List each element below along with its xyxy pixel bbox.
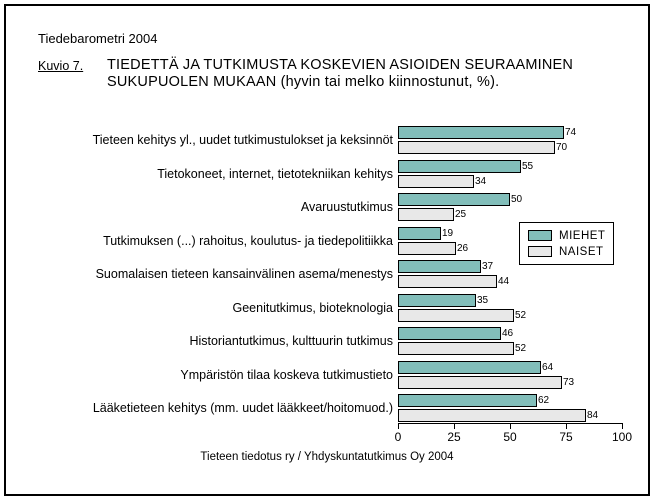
chart-category-row [12, 160, 598, 188]
bar-value-label: 70 [556, 142, 568, 153]
axis-tick-label: 0 [394, 430, 402, 444]
chart-category-row [12, 193, 598, 221]
axis-tick [454, 424, 455, 429]
bar-row [398, 126, 576, 139]
axis-tick-label: 25 [447, 430, 461, 444]
bar-miehet [398, 160, 521, 173]
axis-tick-label: 75 [559, 430, 573, 444]
bar-value-label: 46 [502, 328, 514, 339]
bar-value-label: 64 [542, 361, 554, 373]
bar-naiset [398, 208, 454, 221]
legend-box [519, 222, 614, 265]
bar-naiset [398, 275, 497, 288]
bar-row [398, 193, 522, 206]
chart-category-row [12, 126, 598, 154]
legend-item-naiset [528, 245, 613, 258]
bar-miehet [398, 361, 541, 374]
bar-row [398, 294, 526, 307]
category-bars [398, 126, 576, 154]
bar-value-label: 52 [515, 309, 527, 321]
legend-swatch-naiset [528, 246, 552, 257]
bar-row [398, 342, 526, 355]
category-label: Tietokoneet, internet, tietotekniikan kehitys [157, 166, 393, 181]
bar-row [398, 227, 468, 240]
category-label: Geenitutkimus, bioteknologia [232, 300, 393, 315]
bar-naiset [398, 242, 456, 255]
category-label: Ympäristön tilaa koskeva tutkimustieto [180, 367, 393, 382]
category-label: Tieteen kehitys yl., uudet tutkimustulokset ja keksinnöt [92, 133, 393, 147]
bar-value-label: 25 [455, 209, 467, 220]
axis-tick [398, 424, 399, 429]
bar-miehet [398, 327, 501, 340]
bar-value-label: 34 [475, 175, 487, 187]
bar-miehet [398, 260, 481, 273]
bar-value-label: 73 [563, 376, 575, 388]
bar-row [398, 309, 526, 322]
bar-row [398, 327, 526, 340]
legend-label-miehet: MIEHET [559, 229, 606, 242]
bar-naiset [398, 376, 562, 389]
category-label: Suomalaisen tieteen kansainvälinen asema/menestys [95, 267, 393, 281]
legend-label-naiset: NAISET [559, 245, 604, 258]
figure-title-line2: SUKUPUOLEN MUKAAN (hyvin tai melko kiinnostunut, %). [107, 74, 500, 90]
category-bars [398, 227, 468, 255]
bar-value-label: 55 [522, 160, 534, 172]
legend-swatch-miehet [528, 230, 552, 241]
chart-category-row [12, 227, 598, 255]
category-label: Historiantutkimus, kulttuurin tutkimus [189, 334, 393, 348]
category-bars [398, 294, 526, 322]
category-bars [398, 260, 509, 288]
bar-row [398, 361, 574, 374]
category-label: Tutkimuksen (...) rahoitus, koulutus- ja tiedepolitiikka [103, 233, 393, 248]
category-bars [398, 394, 598, 422]
bar-naiset [398, 175, 474, 188]
category-label: Avaruustutkimus [300, 200, 393, 214]
chart-category-row [12, 394, 598, 422]
category-bars [398, 361, 574, 389]
figure-title-line1: TIEDETTÄ JA TUTKIMUSTA KOSKEVIEN ASIOIDEN SEURAAMINEN [107, 57, 574, 73]
bar-naiset [398, 409, 586, 422]
chart-category-row [12, 260, 598, 288]
bar-miehet [398, 394, 537, 407]
bar-row [398, 208, 522, 221]
bar-row [398, 376, 574, 389]
category-bars [398, 327, 526, 355]
bar-naiset [398, 141, 555, 154]
bar-value-label: 37 [482, 261, 494, 272]
bar-row [398, 141, 576, 154]
x-axis [394, 423, 633, 444]
bar-value-label: 84 [587, 410, 599, 421]
figure-title [107, 57, 573, 91]
category-bars [398, 160, 533, 188]
figure-number-label: Kuvio 7. [38, 59, 84, 73]
axis-tick-label: 100 [611, 430, 633, 444]
bar-row [398, 409, 598, 422]
bar-row [398, 242, 468, 255]
bar-row [398, 160, 533, 173]
category-bars [398, 193, 522, 221]
bar-value-label: 52 [515, 343, 527, 354]
chart-category-row [12, 361, 598, 389]
axis-tick [566, 424, 567, 429]
source-credit: Tieteen tiedotus ry / Yhdyskuntatutkimus Oy 2004 [200, 451, 454, 463]
bar-value-label: 35 [477, 294, 489, 306]
axis-tick-label: 50 [503, 430, 517, 444]
chart-category-row [12, 327, 598, 355]
legend-item-miehet [528, 229, 613, 242]
chart-category-row [12, 294, 598, 322]
bar-chart [12, 126, 598, 428]
bar-row [398, 260, 509, 273]
bar-value-label: 26 [457, 242, 469, 254]
bar-miehet [398, 193, 510, 206]
bar-naiset [398, 309, 514, 322]
bar-value-label: 62 [538, 395, 550, 406]
axis-tick [510, 424, 511, 429]
bar-miehet [398, 294, 476, 307]
bar-miehet [398, 126, 564, 139]
bar-value-label: 44 [498, 276, 510, 287]
category-label: Lääketieteen kehitys (mm. uudet lääkkeet/hoitomuod.) [92, 401, 393, 415]
bar-miehet [398, 227, 441, 240]
bar-value-label: 74 [565, 127, 577, 138]
axis-tick [622, 424, 623, 429]
bar-row [398, 394, 598, 407]
bar-row [398, 175, 533, 188]
bar-value-label: 50 [511, 194, 523, 205]
bar-value-label: 19 [442, 227, 454, 239]
report-title: Tiedebarometri 2004 [38, 31, 158, 46]
bar-naiset [398, 342, 514, 355]
bar-row [398, 275, 509, 288]
